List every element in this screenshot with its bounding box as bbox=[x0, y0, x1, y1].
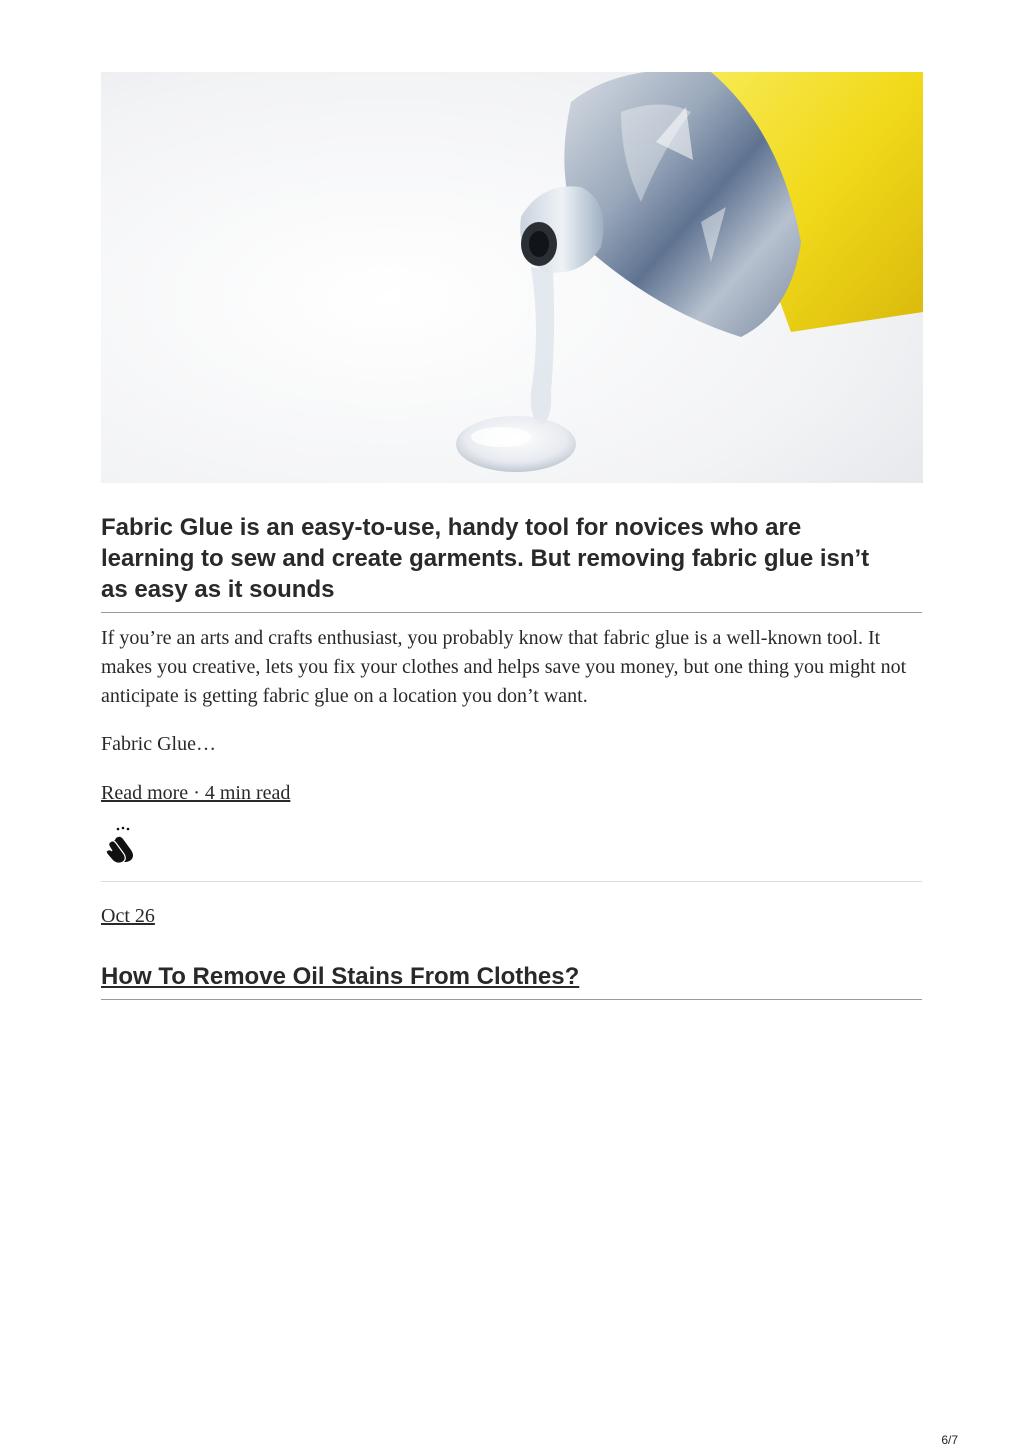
post-date-link[interactable]: Oct 26 bbox=[101, 905, 155, 927]
clap-icon bbox=[104, 826, 140, 864]
post-title-link[interactable]: How To Remove Oil Stains From Clothes? bbox=[101, 963, 580, 990]
page-number: 6/7 bbox=[941, 1433, 958, 1447]
glue-tube-image bbox=[101, 72, 923, 483]
read-more-link[interactable]: Read more · 4 min read bbox=[101, 782, 291, 804]
post-title: Fabric Glue is an easy-to-use, handy tool for novices who are learning to sew and create garments. But removing fabric glue isn’t as easy as it sounds bbox=[101, 514, 870, 603]
title-divider bbox=[101, 612, 922, 613]
post-excerpt: Fabric Glue… bbox=[101, 733, 216, 755]
post-separator bbox=[101, 881, 922, 882]
post-hero-image bbox=[101, 72, 923, 483]
clap-button[interactable] bbox=[104, 826, 140, 864]
post-paragraph: If you’re an arts and crafts enthusiast, you probably know that fabric glue is a well-known tool. It makes you creative, lets you fix your clothes and helps save you money, but one thing you might not anticipate is getting fabric glue on a location you don’t want. bbox=[101, 627, 907, 707]
title-divider-2 bbox=[101, 999, 922, 1000]
